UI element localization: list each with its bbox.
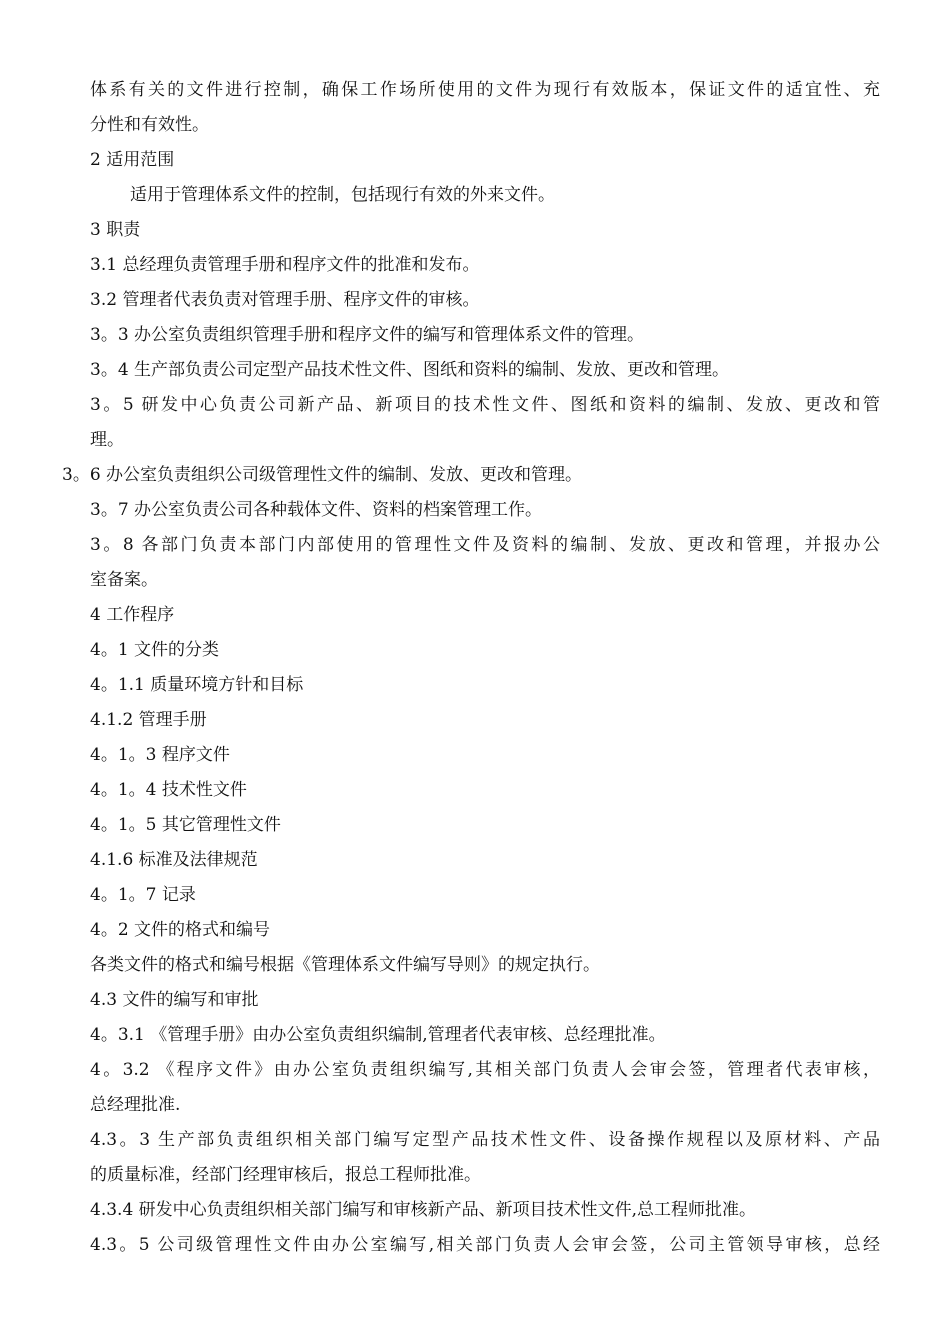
body-text-line: 分性和有效性。 — [90, 115, 209, 135]
body-text-line: 各类文件的格式和编号根据《管理体系文件编写导则》的规定执行。 — [90, 955, 600, 975]
list-item: 4。1.1 质量环境方针和目标 — [90, 675, 304, 695]
clause-line: 4。3.1 《管理手册》由办公室负责组织编制,管理者代表审核、总经理批准。 — [90, 1025, 666, 1045]
body-text-line: 总经理批准. — [90, 1095, 181, 1115]
body-text-line: 适用于管理体系文件的控制，包括现行有效的外来文件。 — [130, 185, 555, 205]
clause-line: 4.3。5 公司级管理性文件由办公室编写,相关部门负责人会审会签，公司主管领导审核，总经 — [90, 1235, 880, 1255]
list-item: 4.1.2 管理手册 — [90, 710, 207, 730]
subsection-heading: 4。2 文件的格式和编号 — [90, 920, 271, 940]
clause-line: 3。7 办公室负责公司各种载体文件、资料的档案管理工作。 — [90, 500, 543, 520]
list-item: 4。1。4 技术性文件 — [90, 780, 247, 800]
body-text-line: 的质量标准，经部门经理审核后，报总工程师批准。 — [90, 1165, 481, 1185]
clause-line: 3。8 各部门负责本部门内部使用的管理性文件及资料的编制、发放、更改和管理，并报办公 — [90, 535, 880, 555]
clause-line: 4.3.4 研发中心负责组织相关部门编写和审核新产品、新项目技术性文件,总工程师批准。 — [90, 1200, 757, 1220]
section-heading: 4 工作程序 — [90, 605, 175, 625]
section-heading: 2 适用范围 — [90, 150, 175, 170]
clause-line: 3。3 办公室负责组织管理手册和程序文件的编写和管理体系文件的管理。 — [90, 325, 645, 345]
clause-line: 3。6 办公室负责组织公司级管理性文件的编制、发放、更改和管理。 — [62, 465, 583, 485]
clause-line: 3.2 管理者代表负责对管理手册、程序文件的审核。 — [90, 290, 480, 310]
list-item: 4。1。5 其它管理性文件 — [90, 815, 281, 835]
list-item: 4.1.6 标准及法律规范 — [90, 850, 258, 870]
subsection-heading: 4.3 文件的编写和审批 — [90, 990, 259, 1010]
clause-line: 3。4 生产部负责公司定型产品技术性文件、图纸和资料的编制、发放、更改和管理。 — [90, 360, 730, 380]
section-heading: 3 职责 — [90, 220, 141, 240]
clause-line: 3。5 研发中心负责公司新产品、新项目的技术性文件、图纸和资料的编制、发放、更改和管 — [90, 395, 880, 415]
body-text-line: 室备案。 — [90, 570, 158, 590]
body-text-line: 理。 — [90, 430, 124, 450]
body-text-line: 体系有关的文件进行控制，确保工作场所使用的文件为现行有效版本，保证文件的适宜性、充 — [90, 80, 880, 100]
clause-line: 4。3.2 《程序文件》由办公室负责组织编写,其相关部门负责人会审会签，管理者代表审核， — [90, 1060, 880, 1080]
clause-line: 4.3。3 生产部负责组织相关部门编写定型产品技术性文件、设备操作规程以及原材料、产品 — [90, 1130, 880, 1150]
clause-line: 3.1 总经理负责管理手册和程序文件的批准和发布。 — [90, 255, 480, 275]
subsection-heading: 4。1 文件的分类 — [90, 640, 220, 660]
list-item: 4。1。7 记录 — [90, 885, 196, 905]
list-item: 4。1。3 程序文件 — [90, 745, 230, 765]
